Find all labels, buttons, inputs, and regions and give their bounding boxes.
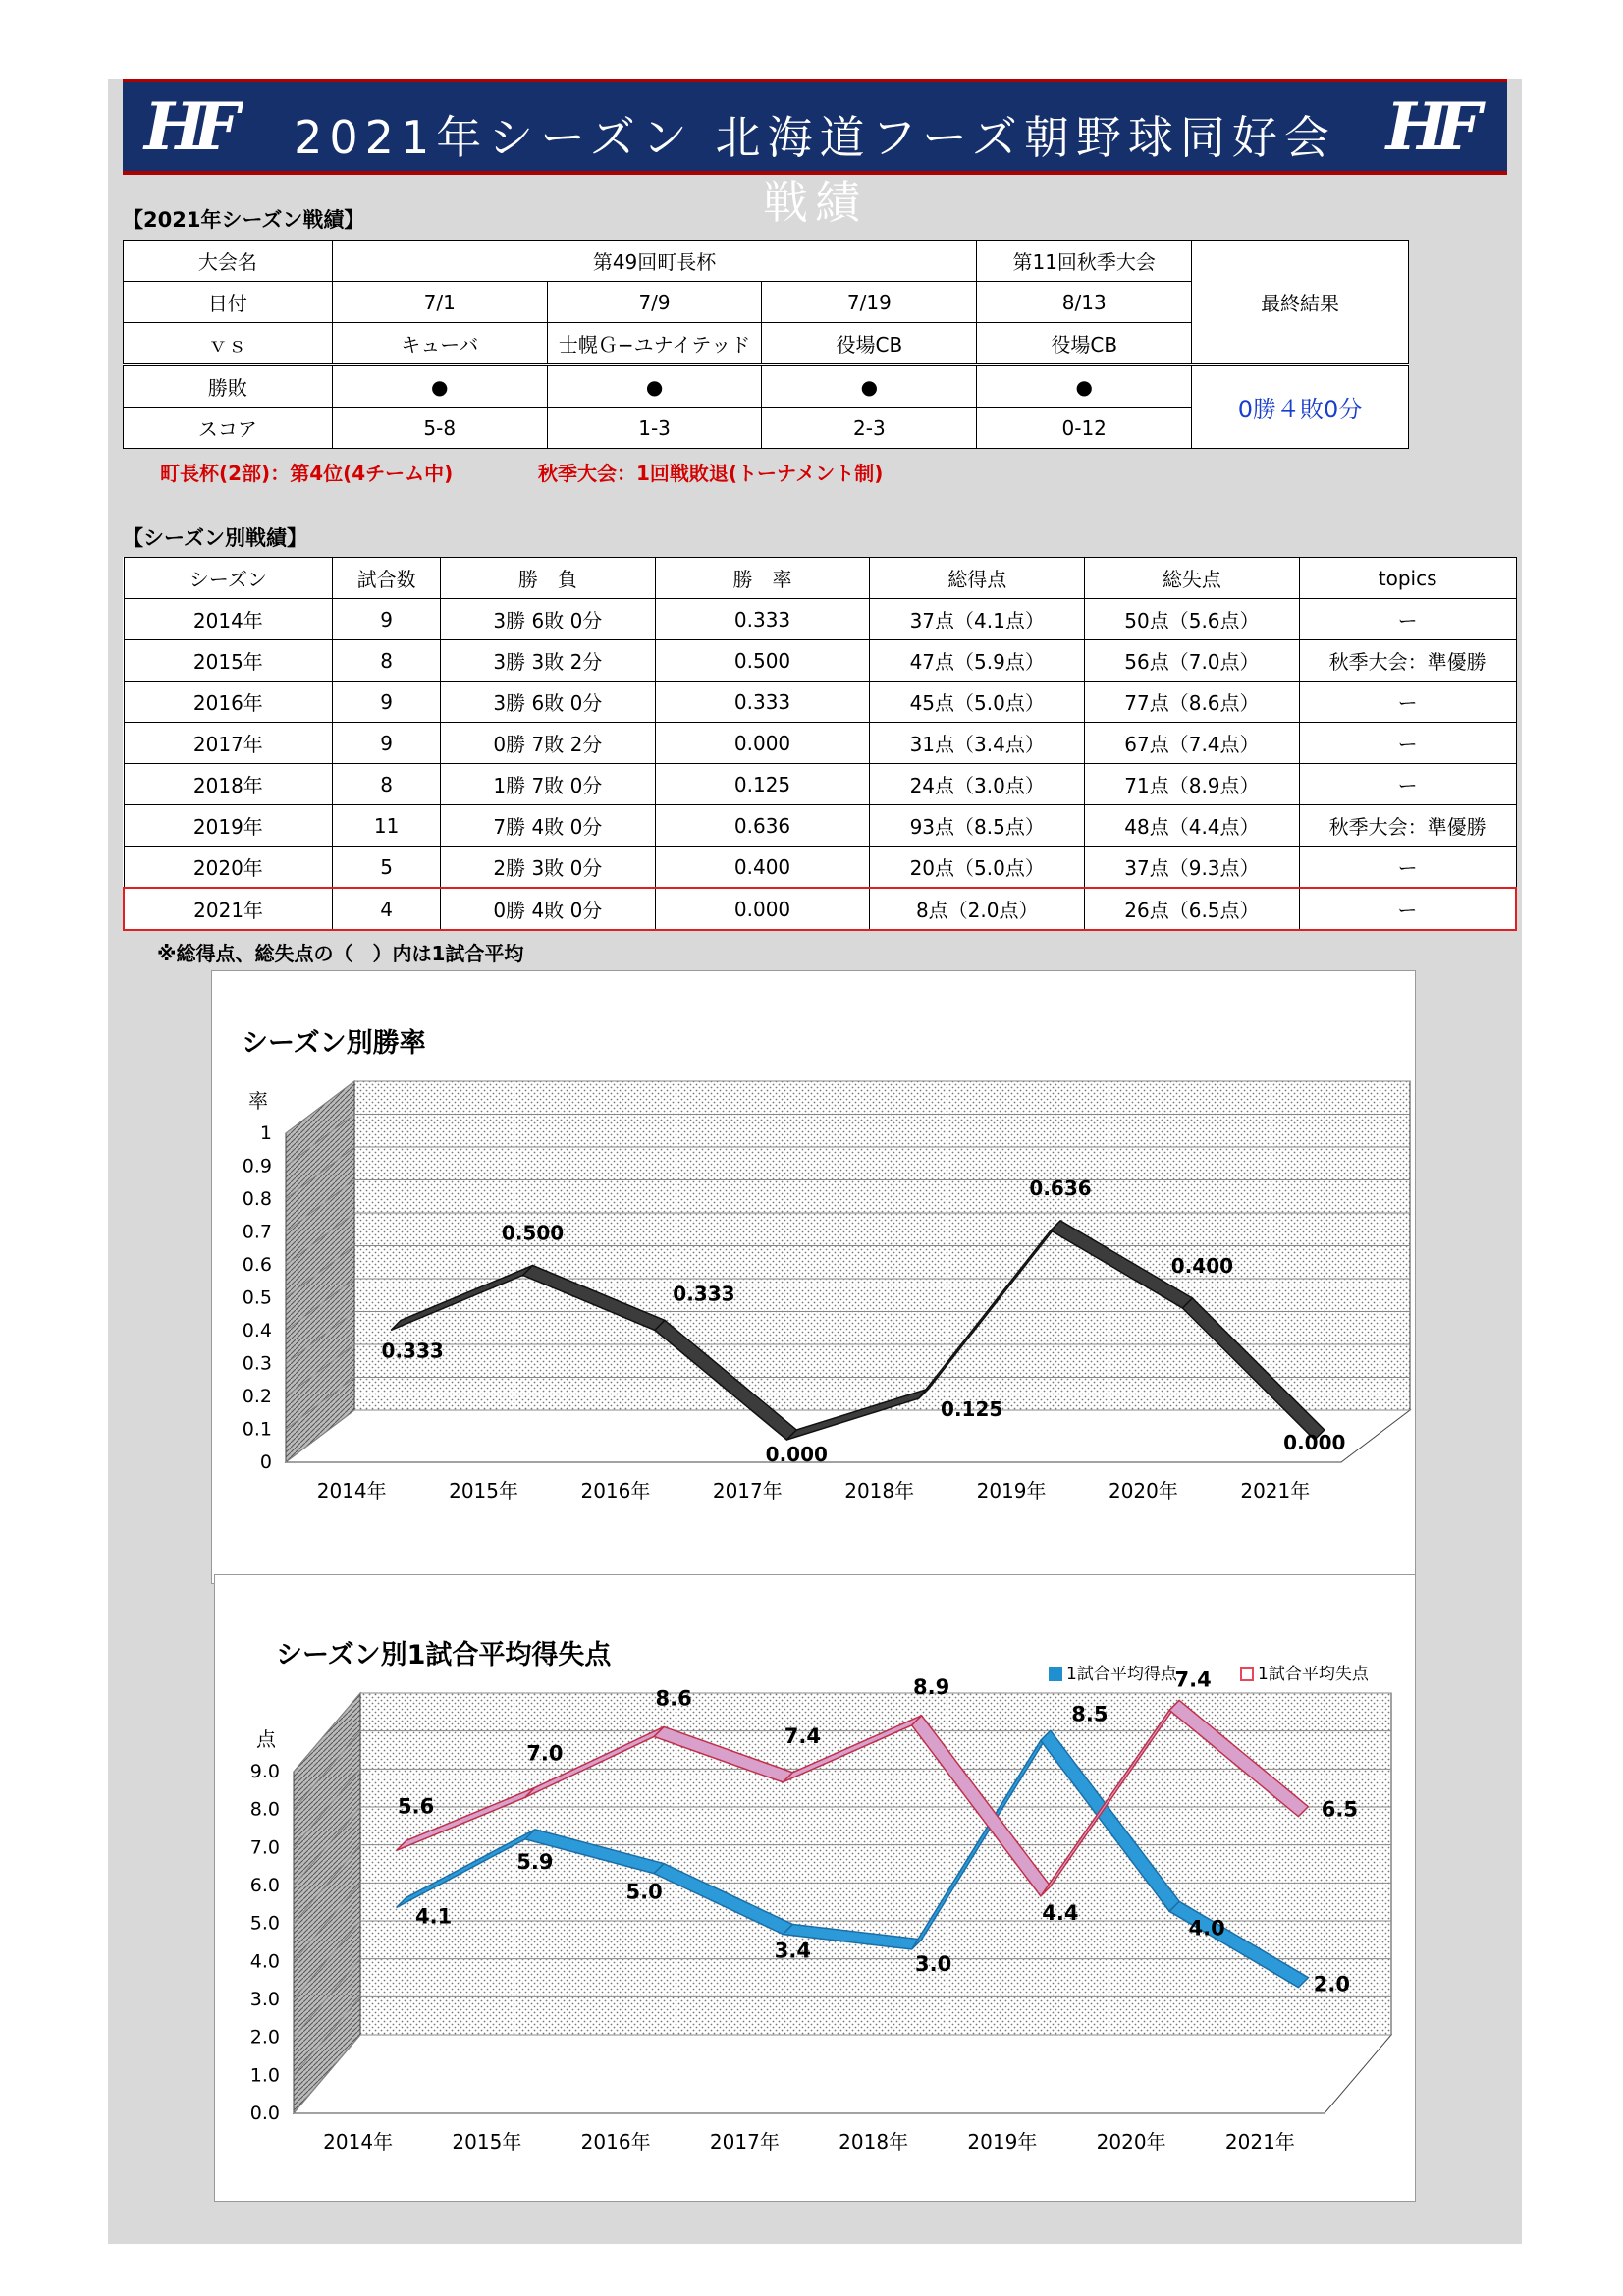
y-tick-label: 6.0 [249,1875,280,1896]
table-cell: 秋季大会：準優勝 [1299,640,1516,682]
table-cell: 2014年 [124,599,333,640]
y-tick-label: 8.0 [249,1798,280,1821]
table-cell: 2021年 [124,888,333,930]
y-tick-label: 3.0 [249,1989,280,2010]
x-tick-label: 2019年 [967,2130,1038,2154]
win-rate-chart-svg [212,971,1415,1583]
legend-swatch [1050,1668,1061,1680]
data-label: 4.0 [1188,1916,1225,1941]
data-label: 7.4 [1174,1667,1212,1692]
table-cell: 37点（4.1点） [870,599,1085,640]
table-cell: 0.000 [655,723,870,764]
table-cell: 5 [333,847,441,889]
table-row [124,805,1516,847]
game-score: 0-12 [977,408,1192,449]
table-cell: 3勝 6敗 0分 [441,682,656,723]
table-cell: 20点（5.0点） [870,847,1085,889]
y-tick-label: 0.1 [242,1418,272,1441]
table-cell: 8 [333,764,441,805]
chart-title: シーズン別勝率 [242,1028,426,1059]
table-row [124,682,1516,723]
y-tick-label: 5.0 [249,1912,280,1935]
game-opponent: 役場CB [977,323,1192,365]
x-tick-label: 2017年 [709,2130,780,2154]
y-tick-label: 2.0 [249,2026,280,2049]
final-result-value: 0勝４敗0分 [1192,365,1409,449]
x-tick-label: 2021年 [1240,1479,1311,1503]
data-label: 0.000 [765,1443,828,1466]
table-cell: 0.636 [655,805,870,847]
table-cell: 2019年 [124,805,333,847]
data-label: 6.5 [1321,1797,1358,1822]
data-label: 0.333 [381,1339,444,1363]
table-cell: 31点（3.4点） [870,723,1085,764]
section-title-by-season: 【シーズン別戦績】 [123,526,307,550]
y-tick-label: 0.6 [242,1254,272,1276]
data-label: 0.500 [501,1221,565,1245]
table-cell: 8 [333,640,441,682]
table-cell: 1勝 7敗 0分 [441,764,656,805]
table-cell: 0.125 [655,764,870,805]
chart-floor [294,2035,1391,2113]
table-row [124,847,1516,889]
tournament-note-2: 秋季大会：1回戦敗退(トーナメント制) [538,462,884,485]
y-tick-label: 4.0 [249,1950,280,1973]
row-label-date: 日付 [124,282,333,323]
game-score: 2-3 [762,408,977,449]
hf-logo-left: HF [144,88,229,165]
table-cell: ー [1299,888,1516,930]
table-cell: 0勝 4敗 0分 [441,888,656,930]
y-tick-label: 0.2 [242,1386,272,1407]
table-cell: 4 [333,888,441,930]
y-tick-label: 0.4 [242,1320,272,1341]
data-label: 8.9 [913,1674,950,1699]
table-row [124,599,1516,640]
data-label: 8.5 [1071,1702,1109,1726]
column-header: 試合数 [333,558,441,599]
table-cell: 0.333 [655,682,870,723]
table-cell: 9 [333,682,441,723]
table-header-row [124,558,1516,599]
column-header: topics [1299,558,1516,599]
table-row [124,640,1516,682]
game-opponent: 役場CB [762,323,977,365]
y-tick-label: 0.3 [242,1352,272,1375]
table-cell: 9 [333,723,441,764]
game-date: 7/19 [762,282,977,323]
avg-score-chart [214,1574,1416,2202]
column-header: 総得点 [870,558,1085,599]
table-cell: 0.000 [655,888,870,930]
table-cell: 77点（8.6点） [1085,682,1300,723]
y-axis-label: 点 [256,1727,276,1751]
table-cell: 2勝 3敗 0分 [441,847,656,889]
tournament-note-1: 町長杯(2部)：第4位(4チーム中) [160,462,454,485]
avg-score-chart-svg [215,1575,1415,2201]
y-tick-label: 1 [259,1122,272,1144]
data-label: 4.4 [1042,1900,1079,1925]
y-tick-label: 0.7 [242,1221,272,1243]
table-cell: 56点（7.0点） [1085,640,1300,682]
table-cell: 2017年 [124,723,333,764]
y-tick-label: 0.8 [242,1188,272,1210]
x-tick-label: 2016年 [580,1479,651,1503]
x-tick-label: 2015年 [449,1479,519,1503]
table-cell: 9 [333,599,441,640]
table-cell: 24点（3.0点） [870,764,1085,805]
x-tick-label: 2019年 [976,1479,1047,1503]
x-tick-label: 2014年 [316,1479,387,1503]
row-label-tournament: 大会名 [124,241,333,282]
y-tick-label: 9.0 [249,1761,280,1782]
y-axis-label: 率 [248,1089,268,1113]
data-label: 0.400 [1170,1254,1234,1278]
data-label: 5.9 [516,1849,554,1874]
table-cell: ー [1299,764,1516,805]
column-header: 総失点 [1085,558,1300,599]
y-tick-label: 0.9 [242,1155,272,1177]
table-cell: 47点（5.9点） [870,640,1085,682]
game-result: ● [547,365,762,408]
column-header: シーズン [124,558,333,599]
final-result-label: 最終結果 [1192,241,1409,365]
data-label: 0.333 [673,1282,735,1306]
y-tick-label: 0 [259,1451,272,1473]
data-label: 0.636 [1029,1175,1092,1200]
table-cell: ー [1299,682,1516,723]
row-label-win-loss: 勝敗 [124,365,333,408]
y-tick-label: 1.0 [249,2064,280,2087]
column-header: 勝 負 [441,558,656,599]
data-label: 0.000 [1283,1431,1346,1454]
table-cell: 2015年 [124,640,333,682]
table-cell: 7勝 4敗 0分 [441,805,656,847]
row-label-score: スコア [124,408,333,449]
game-score: 5-8 [332,408,547,449]
y-tick-label: 0.0 [249,2103,280,2124]
table-cell: 11 [333,805,441,847]
data-label: 5.6 [398,1794,435,1819]
table-cell: ー [1299,847,1516,889]
table-cell: 0.333 [655,599,870,640]
table-cell: 26点（6.5点） [1085,888,1300,930]
game-result: ● [332,365,547,408]
x-tick-label: 2021年 [1224,2130,1295,2154]
x-tick-label: 2020年 [1108,1479,1178,1503]
x-tick-label: 2020年 [1096,2130,1166,2154]
data-label: 3.0 [915,1952,952,1976]
table-cell: 3勝 3敗 2分 [441,640,656,682]
x-tick-label: 2017年 [712,1479,783,1503]
chart-title: シーズン別1試合平均得失点 [276,1640,612,1670]
table-cell: 48点（4.4点） [1085,805,1300,847]
game-date: 8/13 [977,282,1192,323]
table-cell: ー [1299,599,1516,640]
table-cell: 71点（8.9点） [1085,764,1300,805]
legend-label: 1試合平均失点 [1258,1665,1369,1684]
table-cell: 67点（7.4点） [1085,723,1300,764]
table-cell: 0.400 [655,847,870,889]
game-opponent: 士幌Ｇ−ユナイテッド [547,323,762,365]
game-result: ● [762,365,977,408]
table-cell: 45点（5.0点） [870,682,1085,723]
row-label-vs: ｖｓ [124,323,333,365]
game-date: 7/9 [547,282,762,323]
legend-swatch [1241,1668,1253,1680]
data-label: 8.6 [655,1686,692,1711]
table-cell: 93点（8.5点） [870,805,1085,847]
tournament-name-2: 第11回秋季大会 [977,241,1192,282]
data-label: 3.4 [774,1939,811,1963]
data-label: 7.0 [526,1741,564,1766]
table-cell: 8点（2.0点） [870,888,1085,930]
table-cell: 2016年 [124,682,333,723]
table-cell: 秋季大会：準優勝 [1299,805,1516,847]
table-cell: 50点（5.6点） [1085,599,1300,640]
section-title-2021: 【2021年シーズン戦績】 [123,208,365,232]
by-season-table [123,557,1517,931]
table-cell: 0.500 [655,640,870,682]
y-tick-label: 0.5 [242,1286,272,1309]
table-cell: 2020年 [124,847,333,889]
footnote: ※総得点、総失点の（ ）内は1試合平均 [157,942,524,965]
legend-label: 1試合平均得点 [1066,1665,1177,1684]
column-header: 勝 率 [655,558,870,599]
hf-logo-right: HF [1385,88,1470,165]
game-opponent: キューバ [332,323,547,365]
x-tick-label: 2018年 [844,1479,915,1503]
y-tick-label: 7.0 [249,1836,280,1859]
table-cell: 0勝 7敗 2分 [441,723,656,764]
tournament-name-1: 第49回町長杯 [332,241,976,282]
data-label: 7.4 [784,1723,821,1748]
table-row [124,764,1516,805]
table-row [124,723,1516,764]
data-label: 4.1 [415,1904,453,1929]
win-rate-chart [211,970,1416,1584]
table-cell: 37点（9.3点） [1085,847,1300,889]
game-score: 1-3 [547,408,762,449]
table-cell: 3勝 6敗 0分 [441,599,656,640]
data-label: 0.125 [941,1397,1003,1422]
season-results-table [123,240,1409,449]
x-tick-label: 2018年 [839,2130,909,2154]
x-tick-label: 2016年 [580,2130,651,2154]
page-title: 2021年シーズン 北海道フーズ朝野球同好会戦績 [294,111,1336,229]
table-cell: ー [1299,723,1516,764]
data-label: 5.0 [625,1880,663,1904]
data-label: 2.0 [1313,1972,1350,1996]
game-result: ● [977,365,1192,408]
game-date: 7/1 [332,282,547,323]
table-cell: 2018年 [124,764,333,805]
chart-back-wall [360,1693,1391,2035]
table-row [124,888,1516,930]
x-tick-label: 2015年 [452,2130,522,2154]
x-tick-label: 2014年 [323,2130,394,2154]
